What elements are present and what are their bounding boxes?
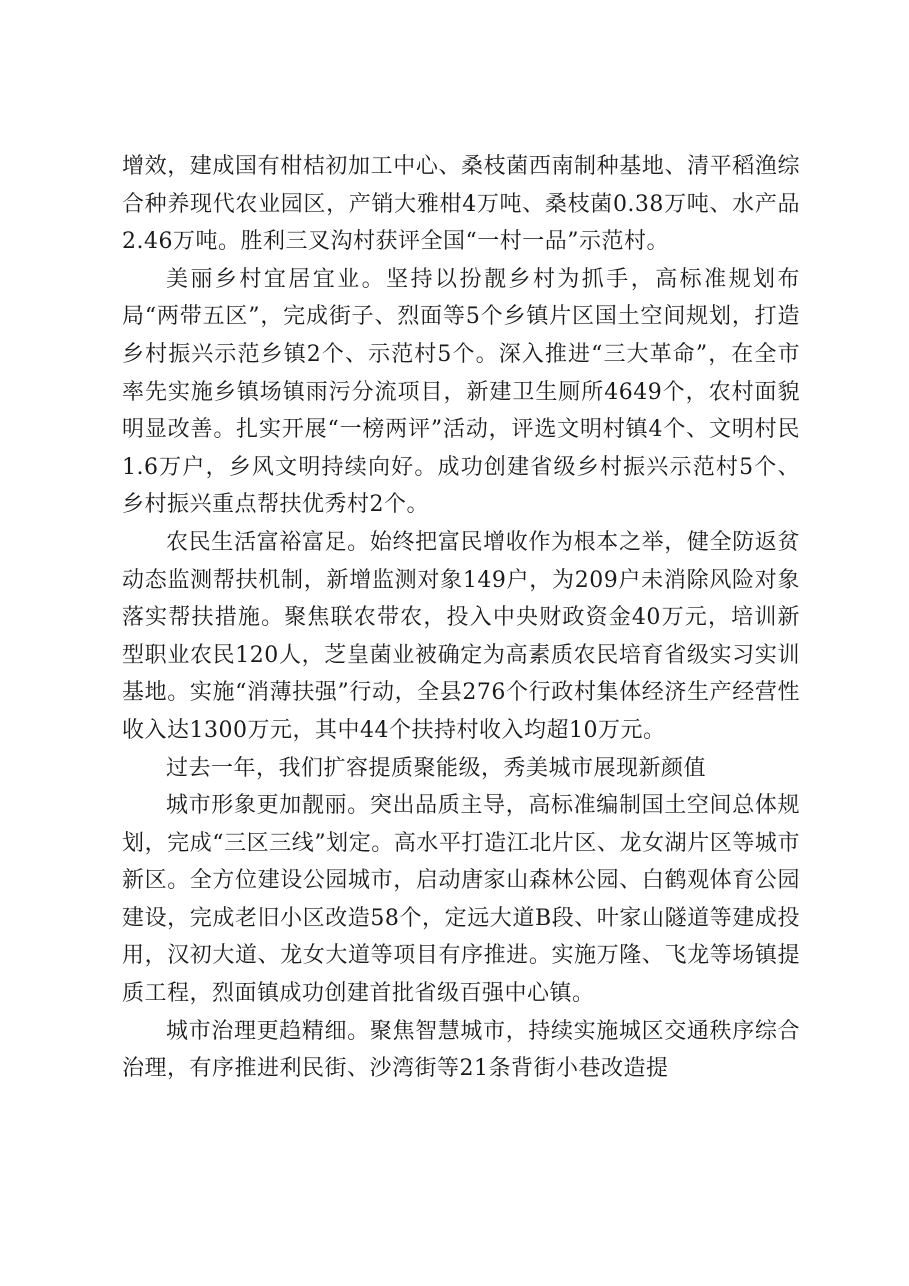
paragraph-farmer-livelihood: 农民生活富裕富足。始终把富民增收作为根本之举，健全防返贫动态监测帮扶机制，新增监测对象149户，为209户未消除风险对象落实帮扶措施。聚焦联农带农，投入中央财政资金40万元，培训新型职业农民120人，芝皇菌业被确定为高素质农民培育省级实习实训基地。实施“消薄扶强”行动，全县276个行政村集体经济生产经营性收入达1300万元，其中44个扶持村收入均超10万元。 [122, 529, 800, 743]
paragraph-city-image: 城市形象更加靓丽。突出品质主导，高标准编制国土空间总体规划，完成“三区三线”划定。高水平打造江北片区、龙女湖片区等城市新区。全方位建设公园城市，启动唐家山森林公园、白鹤观体育公园建设，完成老旧小区改造58个，定远大道B段、叶家山隧道等建成投用，汉初大道、龙女大道等项目有序推进。实施万隆、飞龙等场镇提质工程，烈面镇成功创建首批省级百强中心镇。 [122, 793, 800, 1007]
paragraph-city-governance: 城市治理更趋精细。聚焦智慧城市，持续实施城区交通秩序综合治理，有序推进利民街、沙湾街等21条背街小巷改造提 [122, 1018, 800, 1082]
paragraph-agriculture-continuation: 增效，建成国有柑桔初加工中心、桑枝菌西南制种基地、清平稻渔综合种养现代农业园区，产销大雅柑4万吨、桑枝菌0.38万吨、水产品2.46万吨。胜利三叉沟村获评全国“一村一品”示范村。 [122, 154, 800, 255]
section-heading-city: 过去一年，我们扩容提质聚能级，秀美城市展现新颜值 [166, 755, 707, 781]
paragraph-beautiful-countryside: 美丽乡村宜居宜业。坚持以扮靓乡村为抓手，高标准规划布局“两带五区”，完成街子、烈面等5个乡镇片区国土空间规划，打造乡村振兴示范乡镇2个、示范村5个。深入推进“三大革命”，在全市率先实施乡镇场镇雨污分流项目，新建卫生厕所4649个，农村面貌明显改善。扎实开展“一榜两评”活动，评选文明村镇4个、文明村民1.6万户，乡风文明持续向好。成功创建省级乡村振兴示范村5个、乡村振兴重点帮扶优秀村2个。 [122, 266, 800, 518]
body-text [122, 148, 800, 1088]
